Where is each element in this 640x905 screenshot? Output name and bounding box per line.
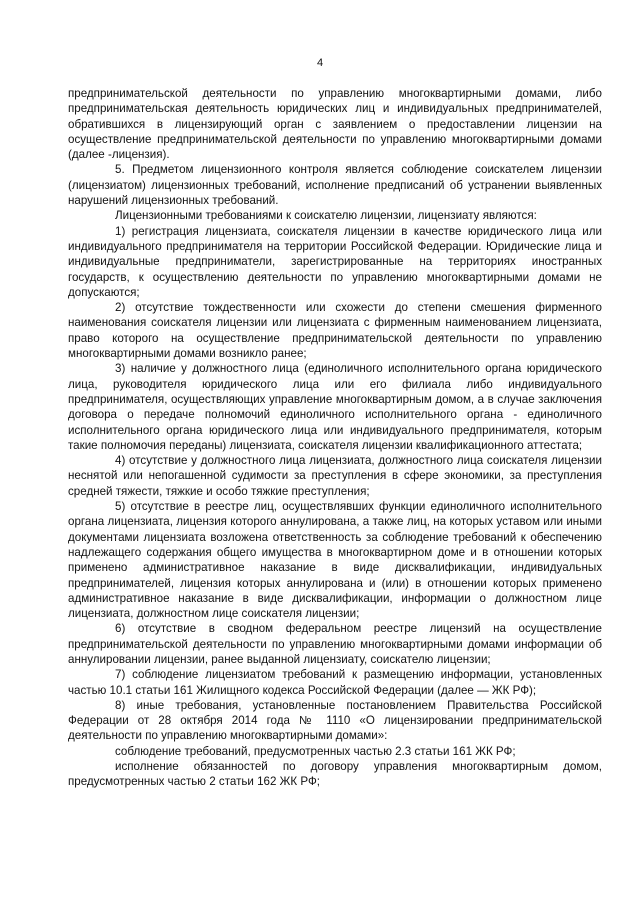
requirement-4: 4) отсутствие у должностного лица лицензиата, должностного лица соискателя лицензии неснятой или непогашенной судимости за преступления в сфере экономики, за преступления средней тяжести, тяжкие и особо тяжкие преступления; <box>68 454 602 498</box>
requirement-2: 2) отсутствие тождественности или схожести до степени смешения фирменного наименования соискателя лицензии или лицензиата с фирменным наименованием лицензиата, право которого на осуществление предпринимательской деятельности по управлению многоквартирными домами возникло ранее; <box>68 301 602 361</box>
paragraph-continuation: предпринимательской деятельности по управлению многоквартирными домами, либо предпринимательская деятельность юридических лиц и индивидуальных предпринимателей, обратившихся в лицензирующий орган с заявлением о предоставлении лицензии на осуществление предпринимательской деятельности по управлению многоквартирными домами (далее -лицензия). <box>68 87 602 162</box>
requirement-6: 6) отсутствие в сводном федеральном реестре лицензий на осуществление предпринимательской деятельности по управлению многоквартирными домами информации об аннулировании лицензии, ранее выданной лицензиату, соискателю лицензии; <box>68 622 602 666</box>
paragraph-item-5: 5. Предметом лицензионного контроля является соблюдение соискателем лицензии (лицензиатом) лицензионных требований, исполнение предписаний об устранении выявленных нарушений лицензионных требований. <box>68 163 602 208</box>
requirement-7: 7) соблюдение лицензиатом требований к размещению информации, установленных частью 10.1 статьи 161 Жилищного кодекса Российской Федерации (далее — ЖК РФ); <box>68 668 602 697</box>
requirement-3: 3) наличие у должностного лица (единоличного исполнительного органа юридического лица, руководителя юридического лица или его филиала либо индивидуального предпринимателя, осуществляющих управление многоквартирным домом, а в случае заключения договора о передаче полномочий единоличного исполнительного органа - единоличного исполнительного органа юридического лица или индивидуального предпринимателя, которым такие полномочия переданы) лицензиата, соискателя лицензии квалификационного аттестата; <box>68 362 602 452</box>
requirement-8-subitem-1: соблюдение требований, предусмотренных частью 2.3 статьи 161 ЖК РФ; <box>115 744 516 758</box>
document-body <box>68 86 602 790</box>
requirement-5: 5) отсутствие в реестре лиц, осуществлявших функции единоличного исполнительного органа лицензиата, лицензия которого аннулирована, а также лиц, на которых уставом или иными документами лицензиата возложена ответственность за соблюдение требований к обеспечению надлежащего содержания общего имущества в многоквартирном доме и в отношении которых применено административное наказание в виде дисквалификации, индивидуальных предпринимателей, лицензия которых аннулирована и (или) в отношении которых применено административное наказание в виде дисквалификации, информации о должностном лице лицензиата, должностном лице соискателя лицензии; <box>68 500 602 621</box>
requirement-8-subitem-2: исполнение обязанностей по договору управления многоквартирным домом, предусмотренных частью 2 статьи 162 ЖК РФ; <box>68 760 602 789</box>
paragraph-requirements-intro: Лицензионными требованиями к соискателю лицензии, лицензиату являются: <box>115 209 537 223</box>
requirement-1: 1) регистрация лицензиата, соискателя лицензии в качестве юридического лица или индивидуального предпринимателя на территории Российской Федерации. Юридические лица и индивидуальные предприниматели, зарегистрированные на территориях иностранных государств, к осуществлению деятельности по управлению многоквартирными домами не допускаются; <box>68 224 602 299</box>
page-number: 4 <box>316 57 324 69</box>
requirement-8: 8) иные требования, установленные постановлением Правительства Российской Федерации от 28 октября 2014 года № 1110 «О лицензировании предпринимательской деятельности по управлению многоквартирными домами»: <box>68 698 602 743</box>
